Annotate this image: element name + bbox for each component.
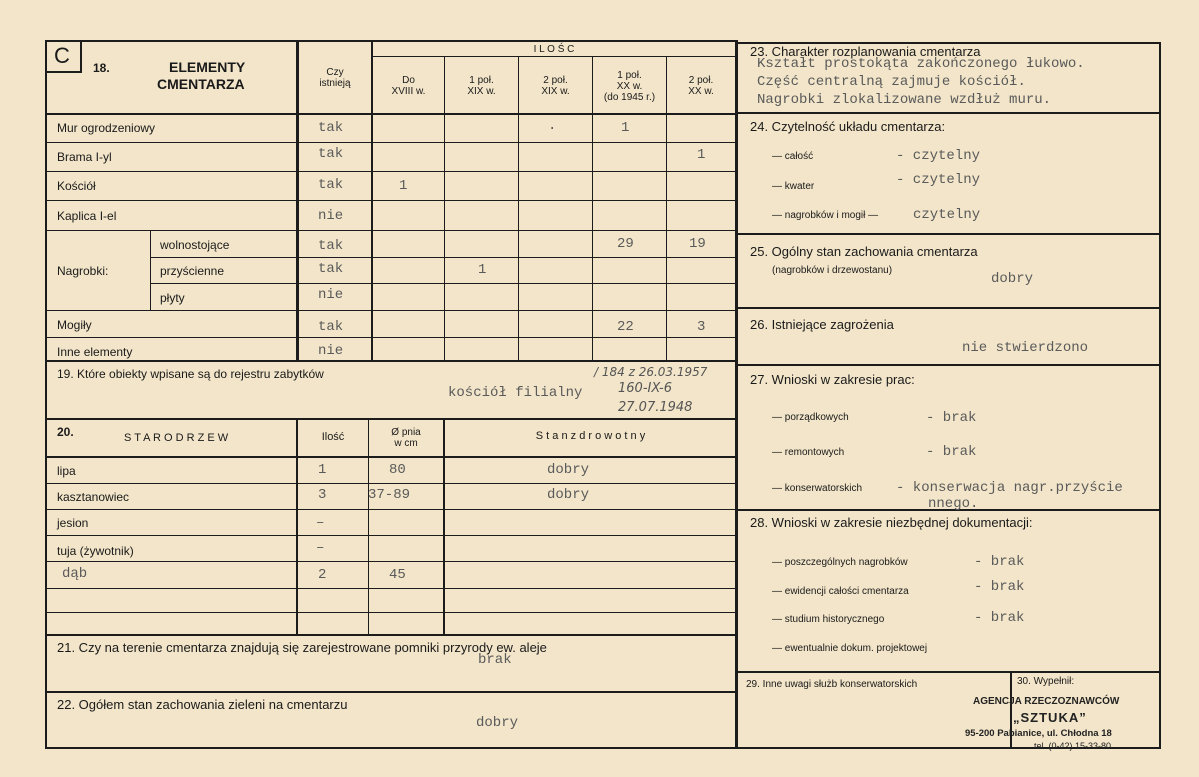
tree-diameter: 80 [389, 462, 406, 478]
row-label-mur: Mur ogrodzeniowy [57, 121, 156, 135]
s28-item-value: - brak [974, 554, 1025, 570]
kosciol-czy: tak [318, 177, 344, 193]
s20-row-line [46, 483, 736, 484]
s26-bottom [737, 364, 1161, 366]
s27-item-value: - brak [926, 444, 977, 460]
s18-czy-1: Czy [326, 67, 344, 78]
inne-czy: nie [318, 343, 344, 359]
center-divider [735, 40, 738, 749]
s28-item-value: - brak [974, 579, 1025, 595]
s20-bottom [46, 634, 736, 636]
s24-item-value: - czytelny [896, 148, 981, 164]
row-label-przysc: przyścienne [160, 264, 225, 278]
s21-label: 21. Czy na terenie cmentarza znajdują się zarejestrowane pomniki przyrody ew. aleje [57, 640, 547, 655]
s18-ilosc-line [373, 56, 736, 57]
kaplica-czy: nie [318, 208, 344, 224]
border-bottom [45, 747, 1161, 749]
s27-item-label: — porządkowych [772, 412, 849, 423]
s24-item-label: — całość [772, 151, 814, 162]
wolno-czy: tak [318, 238, 344, 254]
s19-value: kościół filialny [448, 385, 583, 401]
s27-item-cont: nnego. [928, 496, 979, 512]
tree-count: 3 [318, 487, 327, 503]
row-label-kosciol: Kościół [57, 179, 96, 193]
tree-count: 2 [318, 567, 327, 583]
s28-item-label: — ewidencji całości cmentarza [772, 586, 909, 597]
s27-label: 27. Wnioski w zakresie prac: [750, 372, 915, 387]
s18-number: 18. [93, 61, 110, 75]
border-right [1159, 42, 1161, 749]
s20-header-bottom [46, 456, 736, 458]
plyty-czy: nie [318, 287, 344, 303]
s20-row-line [46, 612, 736, 613]
s23-line-3: Nagrobki zlokalizowane wzdłuż muru. [757, 92, 1052, 108]
s20-title: S T A R O D R Z E W [124, 432, 229, 444]
s20-row-line [46, 588, 736, 589]
s24-item-label: — kwater [772, 181, 815, 192]
s18-col4-header: 1 poł. XX w. (do 1945 r.) [603, 70, 656, 103]
wolno-c5: 19 [689, 236, 706, 252]
s18-col2-header: 1 poł. XIX w. [467, 75, 496, 97]
kosciol-c1: 1 [399, 178, 408, 194]
s21-bottom [46, 691, 736, 693]
s24-item-value: czytelny [913, 207, 981, 223]
border-top-left [45, 40, 735, 42]
tree-name: dąb [62, 566, 88, 582]
s20-pien-header: Ø pnia w cm [391, 427, 421, 449]
s23-line-1: Kształt prostokąta zakończonego łukowo. [757, 56, 1085, 72]
s23-label: 23. Charakter rozplanowania cmentarza [750, 44, 981, 59]
brama-czy: tak [318, 146, 344, 162]
s30-label: 30. Wypełnił: [1017, 676, 1075, 687]
s20-ilosc-header: Ilość [321, 431, 345, 443]
section-box-bottom [46, 71, 82, 73]
s22-value: dobry [476, 715, 519, 731]
s26-value: nie stwierdzono [962, 340, 1089, 356]
mogily-c4: 22 [617, 319, 634, 335]
s18-col1 [444, 57, 445, 360]
stamp-line-3: 95-200 Pabianice, ul. Chłodna 18 [965, 728, 1112, 739]
s27-item-label: — konserwatorskich [772, 483, 863, 494]
s18-row-line [46, 310, 736, 311]
s20-col-pien [368, 420, 369, 634]
row-label-brama: Brama I-yl [57, 150, 112, 164]
mur-c4: 1 [621, 120, 630, 136]
s24-label: 24. Czytelność układu cmentarza: [750, 119, 946, 134]
tree-count: – [316, 540, 325, 556]
s18-header-bottom [46, 113, 736, 115]
tree-count: – [316, 515, 325, 531]
s18-czy-2: istnieją [319, 78, 351, 89]
s26-label: 26. Istniejące zagrożenia [750, 317, 894, 332]
row-label-mogily: Mogiły [57, 318, 92, 332]
s18-col5-header: 2 poł. XX w. [688, 75, 714, 97]
s18-row-line [150, 283, 736, 284]
s24-bottom [737, 233, 1161, 235]
s20-row-line [46, 561, 736, 562]
s29-label: 29. Inne uwagi służb konserwatorskich [746, 679, 918, 690]
tree-count: 1 [318, 462, 327, 478]
s19-handwritten-2: 160-IX-6 [618, 381, 673, 396]
s21-value: brak [478, 652, 512, 668]
s18-title-1: ELEMENTY [169, 59, 246, 75]
stamp-line-2: „SZTUKA” [1013, 710, 1087, 725]
brama-c5: 1 [697, 147, 706, 163]
s25-sub: (nagrobków i drzewostanu) [772, 265, 893, 276]
row-label-wolno: wolnostojące [160, 238, 230, 252]
row-label-nagrobki: Nagrobki: [57, 264, 109, 278]
s20-row-line [46, 509, 736, 510]
s18-col2 [518, 57, 519, 360]
s28-item-label: — studium historycznego [772, 614, 885, 625]
s27-item-label: — remontowych [772, 447, 845, 458]
przysc-c2: 1 [478, 262, 487, 278]
tree-name: tuja (żywotnik) [57, 544, 134, 558]
s20-col-stan [443, 420, 445, 634]
s25-value: dobry [991, 271, 1034, 287]
s23-bottom [737, 112, 1161, 114]
s28-item-value: - brak [974, 610, 1025, 626]
s22-label: 22. Ogółem stan zachowania zieleni na cmentarzu [57, 697, 348, 712]
s27-item-value: - konserwacja nagr.przyście [896, 480, 1123, 496]
s23-line-2: Część centralną zajmuje kościół. [757, 74, 1026, 90]
s20-row-line [46, 535, 736, 536]
s24-item-value: - czytelny [896, 172, 981, 188]
s18-bottom [46, 360, 736, 362]
s19-label: 19. Które obiekty wpisane są do rejestru zabytków [57, 367, 324, 381]
s20-col-ilosc [296, 420, 298, 634]
s18-col3-header: 2 poł. XIX w. [541, 75, 570, 97]
row-label-plyty: płyty [160, 291, 185, 305]
mur-czy: tak [318, 120, 344, 136]
s19-handwritten-3: 27.07.1948 [618, 400, 693, 415]
s28-bottom [737, 671, 1161, 673]
tree-name: kasztanowiec [57, 490, 130, 504]
s18-row-line [46, 171, 736, 172]
tree-name: jesion [57, 516, 89, 530]
s20-stan-header: S t a n z d r o w o t n y [535, 430, 646, 442]
tree-name: lipa [57, 464, 76, 478]
section-box-right [80, 41, 82, 73]
s20-number: 20. [57, 425, 74, 439]
tree-state: dobry [547, 487, 590, 503]
s18-ilosc-header: I L O Ś C [533, 44, 575, 55]
row-label-inne: Inne elementy [57, 345, 133, 359]
s18-row-line [46, 337, 736, 338]
stamp-line-1: AGENCJA RZECZOZNAWCÓW [973, 696, 1120, 707]
s18-title-2: CMENTARZA [157, 76, 245, 92]
s18-row-line [150, 257, 736, 258]
s19-bottom [46, 418, 736, 420]
wolno-c4: 29 [617, 236, 634, 252]
s24-item-label: — nagrobków i mogił — [772, 210, 879, 221]
row-label-kaplica: Kaplica I-el [57, 209, 117, 223]
s18-col4 [666, 57, 667, 360]
tree-diameter: 45 [389, 567, 406, 583]
s28-item-label: — poszczególnych nagrobków [772, 557, 908, 568]
s25-bottom [737, 307, 1161, 309]
s28-item-label: — ewentualnie dokum. projektowej [772, 643, 928, 654]
s27-item-value: - brak [926, 410, 977, 426]
s18-row-line [46, 142, 736, 143]
s18-row-line [46, 200, 736, 201]
przysc-czy: tak [318, 261, 344, 277]
tree-diameter: 37-89 [368, 487, 411, 503]
mogily-czy: tak [318, 319, 344, 335]
border-left [45, 40, 47, 748]
s19-handwritten-1: / 184 z 26.03.1957 [594, 365, 708, 379]
s25-label: 25. Ogólny stan zachowania cmentarza [750, 244, 978, 259]
mur-c3: . [548, 118, 557, 134]
s28-label: 28. Wnioski w zakresie niezbędnej dokumentacji: [750, 515, 1033, 530]
s18-col1-header: Do XVIII w. [391, 75, 426, 97]
tree-state: dobry [547, 462, 590, 478]
mogily-c5: 3 [697, 319, 706, 335]
section-letter: C [54, 43, 70, 68]
s18-nagrobki-divider [150, 230, 151, 310]
stamp-line-4: tel. (0-42) 15-33-80 [1034, 741, 1112, 751]
